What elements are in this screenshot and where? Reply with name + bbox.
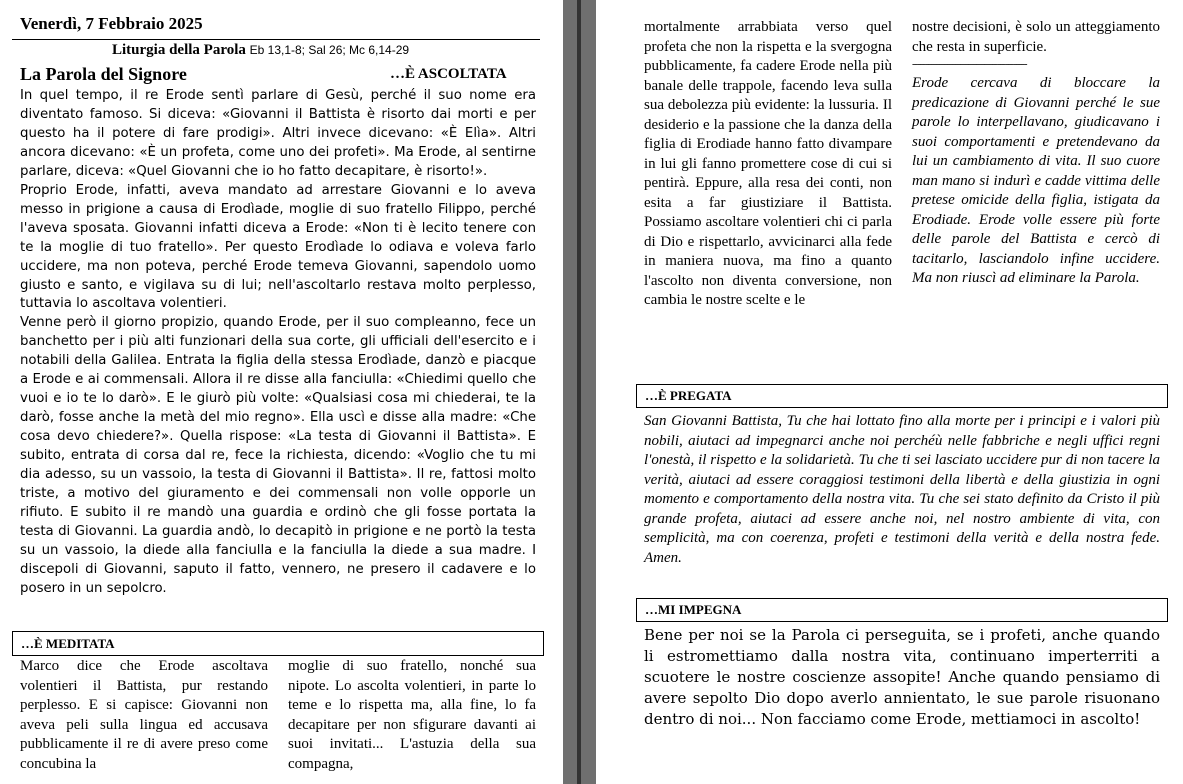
meditata-heading: …È MEDITATA: [12, 631, 544, 656]
page-divider: [577, 0, 581, 784]
pregata-heading: …È PREGATA: [636, 384, 1168, 408]
meditata-column-4-text: nostre decisioni, è solo un atteggiamento che resta in superficie.: [912, 19, 1160, 55]
liturgia-title: [112, 42, 409, 59]
meditata-column-4: [912, 18, 1160, 289]
header-rule: [12, 39, 540, 40]
meditata-column-1: Marco dice che Erode ascoltava volentieri il Battista, pur restando perplesso. E si capisce: Giovanni non aveva peli sulla lingua ed accusava pubblicamente il re di avere preso come concubina la: [20, 658, 268, 772]
liturgia-label: Liturgia della Parola: [112, 42, 246, 58]
impegna-heading: …MI IMPEGNA: [636, 598, 1168, 622]
parola-title: La Parola del Signore: [20, 64, 187, 84]
pregata-prayer: San Giovanni Battista, Tu che hai lottato fino alla morte per i principi e i valori più nobili, aiutaci ad impegnarci anche noi perchéù nelle fabbriche e negli uffici regni l'onestà, il rispetto e la solidarietà. Tu che ti sei lasciato uccidere pur di non tacere la verità, aiutaci ad essere coraggiosi testimoni della libertà e della giustizia in ogni momento e comportamento della nostra vita. Tu che sei stato definito da Cristo il più grande profeta, aiutaci ad essere anche noi, nel nostro ambiente di vita, con semplicità, ma con coerenza, profeti e testimoni della verità e della nostra fede. Amen.: [644, 413, 1160, 566]
right-page: [596, 0, 1183, 784]
left-page: [0, 0, 563, 784]
gospel-paragraph: In quel tempo, il re Erode sentì parlare di Gesù, perché il suo nome era diventato famoso. Si diceva: «Giovanni il Battista è risorto dai morti e per questo ha il potere di fare prodigi». Altri invece dicevano: «È Elìa». Altri ancora dicevano: «È un profeta, come uno dei profeti». Ma Erode, al sentirne parlare, diceva: «Quel Giovanni che io ho fatto decapitare, è risorto!».: [20, 88, 536, 179]
liturgia-refs: Eb 13,1-8; Sal 26; Mc 6,14-29: [249, 43, 410, 57]
meditata-column-2: moglie di suo fratello, nonché sua nipote. Lo ascolta volentieri, in parte lo teme e lo rispetta ma, alla fine, lo fa decapitare per non sfigurare davanti ai suoi invitati... L'astuzia della sua compagna,: [288, 658, 536, 772]
meditata-column-3: mortalmente arrabbiata verso quel profeta che non la rispetta e la svergogna pubblicamente, fa cadere Erode nella più banale delle trappole, facendo leva sulla sua debolezza più evidente: la lussuria. Il desiderio e la passione che la danza della figlia di Erodiade hanno fatto divampare in lui gli fanno promettere cose di cui si pentirà. Eppure, alla resa dei conti, non esita a far giustiziare il Battista. Possiamo ascoltare volentieri chi ci parla di Dio e rispettarlo, avvicinarci alla fede in maniera nuova, ma fino a quanto l'ascolto non diventa conversione, non cambia le nostre scelte e le: [644, 19, 892, 308]
separator-line: -------------------------------------------: [912, 58, 1027, 70]
ascoltata-label: …È ASCOLTATA: [390, 66, 507, 82]
gospel-paragraph: Proprio Erode, infatti, aveva mandato ad arrestare Giovanni e lo aveva messo in prigione a causa di Erodìade, moglie di suo fratello Filippo, perché l'aveva sposata. Giovanni infatti diceva a Erode: «Non ti è lecito tenere con te la moglie di tuo fratello». Per questo Erodìade lo odiava e voleva farlo uccidere, ma non poteva, perché Erode temeva Giovanni, sapendolo uomo giusto e santo, e vigilava su di lui; nell'ascoltarlo restava molto perplesso, tuttavia lo ascoltava volentieri.: [20, 182, 536, 312]
impegna-text: Bene per noi se la Parola ci perseguita, se i profeti, anche quando li estromettiamo dalla nostra vita, continuano imperterriti a scuotere le nostre coscienze assopite! Anche quando pensiamo di avere sepolto Dio dopo averlo annientato, le sue parole risuonano dentro di noi... Non facciamo come Erode, mettiamoci in ascolto!: [644, 626, 1160, 728]
gospel-paragraph: Venne però il giorno propizio, quando Erode, per il suo compleanno, fece un banchetto per i più alti funzionari della sua corte, gli ufficiali dell'esercito e i notabili della Galilea. Entrata la figlia della stessa Erodìade, danzò e piacque a Erode e ai commensali. Allora il re disse alla fanciulla: «Chiedimi quello che vuoi e io te lo darò». E le giurò più volte: «Qualsiasi cosa mi chiederai, te la darò, fosse anche la metà del mio regno». Ella uscì e disse alla madre: «Che cosa devo chiedere?». Quella rispose: «La testa di Giovanni il Battista». E subito, entrata di corsa dal re, fece la richiesta, dicendo: «Voglio che tu mi dia adesso, su un vassoio, la testa di Giovanni il Battista». Il re, fattosi molto triste, a motivo del giuramento e dei commensali non volle opporle un rifiuto. E subito il re mandò una guardia e ordinò che gli fosse portata la testa di Giovanni. La guardia andò, lo decapitò in prigione e ne portò la testa su un vassoio, la diede alla fanciulla e la fanciulla la diede a sua madre. I discepoli di Giovanni, saputo il fatto, vennero, ne presero il cadavere e lo posero in un sepolcro.: [20, 315, 536, 596]
meditata-reflection: Erode cercava di bloccare la predicazione di Giovanni perché le sue parole lo interpellavano, giudicavano i suoi comportamenti e pretendevano da lui un cambiamento di vita. Il suo cuore man mano si indurì e cadde vittima delle pretese omicide della figlia, istigata da Erodiade. Erode volle essere più forte delle parole del Battista e cercò di tacitarlo, lasciandolo infine uccidere. Ma non riuscì ad eliminare la Parola.: [912, 75, 1160, 286]
gospel-text: [20, 87, 536, 599]
date-header: Venerdì, 7 Febbraio 2025: [20, 14, 203, 33]
